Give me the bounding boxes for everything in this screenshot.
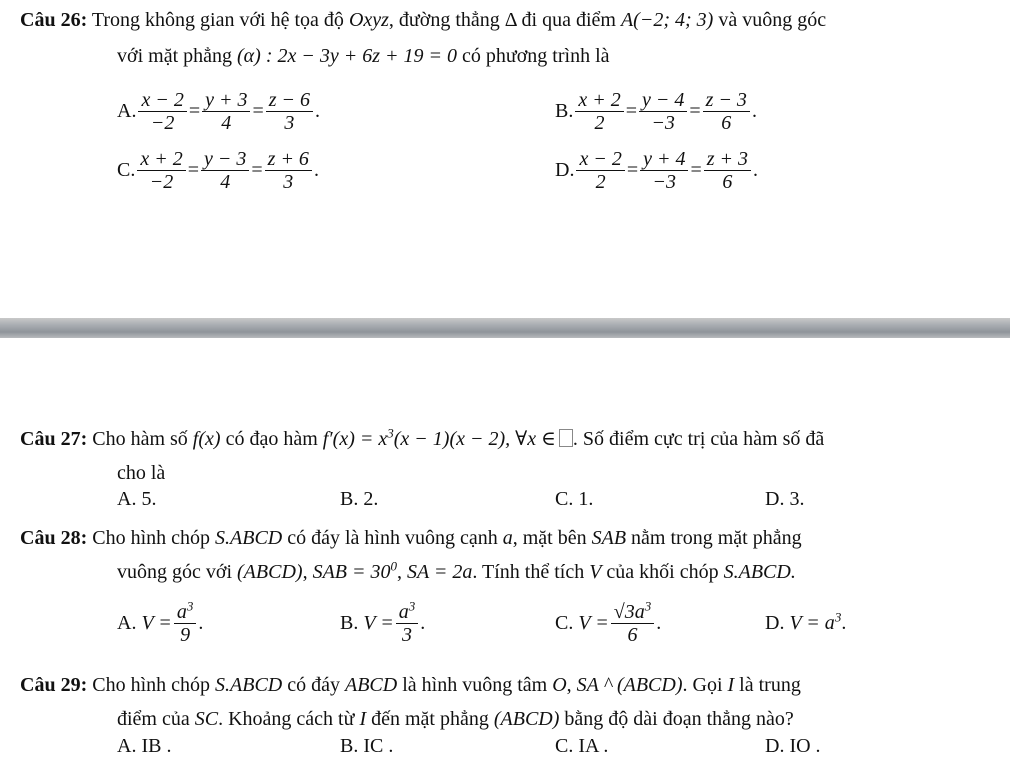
q28-text-d: nằm trong mặt phẳng: [631, 527, 802, 549]
q27-text-a: Cho hàm số: [92, 428, 188, 450]
q28-opt-c-pre: V =: [578, 611, 609, 634]
q29-pyr: S.ABCD: [215, 674, 283, 696]
q29-label: Câu 29:: [20, 674, 88, 696]
q26-plane: (α) : 2x − 3y + 6z + 19 = 0: [237, 45, 457, 67]
q28-option-c[interactable]: C. V = $\frac{√3a^3}{6}$ .: [555, 597, 662, 646]
q26-option-b[interactable]: B. $\frac{x + 2}{2}$ = $\frac{y - 4}{-3}$ = $\frac{z - 3}{6}$ .: [555, 88, 757, 134]
q27-line1: [20, 427, 824, 451]
q27-option-c[interactable]: C. 1.: [555, 488, 594, 510]
q26-opt-d-frac3: $\frac{z + 3}{6}$: [704, 148, 751, 193]
q29-text-d: ,: [566, 674, 572, 696]
q28-line2-b: . Tính thể tích: [472, 561, 585, 583]
q29-text-e: . Gọi: [682, 674, 723, 696]
q28-text-b: có đáy là hình vuông cạnh: [287, 527, 498, 549]
q26-opt-b-frac2: $\frac{y - 4}{-3}$: [639, 89, 687, 134]
q29-line2: [117, 707, 794, 731]
q27-option-a[interactable]: A. 5.: [117, 488, 157, 510]
q27-text-c: . Số điểm cực trị của hàm số đã: [572, 428, 825, 450]
q26-option-a[interactable]: A. $\frac{x - 2}{-2}$ = $\frac{y + 3}{4}$ = $\frac{z - 6}{3}$ .: [117, 88, 321, 134]
q28-opt-a-frac: $\frac{a^3}{9}$: [174, 601, 197, 646]
q28-text-c: , mặt bên: [512, 527, 587, 549]
q26-line2-b: có phương trình là: [462, 45, 610, 67]
q26-label: Câu 26:: [20, 9, 88, 31]
q29-text-f: là trung: [739, 674, 801, 696]
q29-i2: I: [359, 708, 367, 730]
q28-text-a: Cho hình chóp: [92, 527, 211, 549]
q28-opt-d-label: D.: [765, 611, 785, 634]
q29-line2-c: đến mặt phẳng: [371, 708, 489, 730]
q27-line2: cho là: [117, 462, 166, 484]
q27-label: Câu 27:: [20, 428, 88, 450]
q28-pyr2: S.ABCD.: [723, 561, 796, 583]
q29-option-b[interactable]: B. IC .: [340, 735, 394, 757]
q29-option-d[interactable]: D. IO .: [765, 735, 821, 757]
q26-opt-b-label: B.: [555, 99, 574, 122]
sqrt-icon: √: [613, 600, 625, 623]
q28-angle: SAB = $30^0$: [312, 558, 397, 583]
q26-opt-d-frac2: $\frac{y + 4}{-3}$: [640, 148, 688, 193]
q26-text-b: , đường thẳng Δ đi qua điểm: [388, 9, 616, 31]
q28-opt-a-label: A.: [117, 611, 137, 634]
q27-fx: f(x): [192, 428, 221, 450]
q29-line2-b: . Khoảng cách từ: [218, 708, 355, 730]
q27-text-b: có đạo hàm: [225, 428, 318, 450]
q28-option-a[interactable]: A. V = $\frac{a^3}{9}$ .: [117, 597, 204, 646]
q26-opt-a-frac2: $\frac{y + 3}{4}$: [202, 89, 250, 134]
q26-line1: [20, 8, 826, 32]
q28-opt-c-label: C.: [555, 611, 574, 634]
q28-opt-b-label: B.: [340, 611, 359, 634]
q29-perp: SA ^ (ABCD): [576, 674, 683, 696]
q28-label: Câu 28:: [20, 527, 88, 549]
q29-line1: [20, 673, 801, 697]
q29-sc: SC: [194, 708, 219, 730]
q27-option-b[interactable]: B. 2.: [340, 488, 379, 510]
q27-deriv: $f'(x) = x^3(x - 1)(x - 2)$, ∀x ∈: [322, 425, 556, 450]
q27-option-d[interactable]: D. 3.: [765, 488, 805, 510]
q28-line1: [20, 526, 802, 550]
q26-opt-b-frac1: $\frac{x + 2}{2}$: [575, 89, 623, 134]
q28-abcd: (ABCD): [237, 561, 303, 583]
q29-text-a: Cho hình chóp: [92, 674, 211, 696]
q26-point: A(−2; 4; 3): [620, 9, 714, 31]
q26-opt-c-label: C.: [117, 158, 136, 181]
q28-line2-a: vuông góc với: [117, 561, 233, 583]
q29-text-b: có đáy: [287, 674, 340, 696]
q28-opt-b-frac: $\frac{a^3}{3}$: [396, 601, 419, 646]
q28-line2: vuông góc với (ABCD), SAB = $30^0$, SA = 2a. Tính thể tích V của khối chóp S.ABCD.: [117, 558, 796, 583]
q29-o: O: [552, 674, 567, 696]
q26-line2: [117, 44, 610, 68]
q28-opt-b-pre: V =: [363, 611, 394, 634]
q26-opt-d-label: D.: [555, 158, 575, 181]
q28-v: V: [589, 561, 602, 583]
q28-line2-c: của khối chóp: [606, 561, 719, 583]
q29-text-c: là hình vuông tâm: [402, 674, 548, 696]
q28-sab: SAB: [591, 527, 627, 549]
q26-opt-d-frac1: $\frac{x - 2}{2}$: [576, 148, 624, 193]
q28-opt-c-frac: $\frac{√3a^3}{6}$: [611, 601, 654, 646]
q26-opt-a-frac3: $\frac{z - 6}{3}$: [266, 89, 313, 134]
q29-option-a[interactable]: A. IB .: [117, 735, 172, 757]
q26-opt-a-label: A.: [117, 99, 137, 122]
q29-i: I: [727, 674, 735, 696]
q26-text-c: và vuông góc: [718, 9, 827, 31]
q29-abcd2: (ABCD): [493, 708, 560, 730]
q26-opt-c-frac2: $\frac{y - 3}{4}$: [201, 148, 249, 193]
q29-option-c[interactable]: C. IA .: [555, 735, 609, 757]
q28-pyr: S.ABCD: [215, 527, 283, 549]
q28-sa: SA = 2a: [407, 561, 473, 583]
q26-opt-b-frac3: $\frac{z - 3}{6}$: [703, 89, 750, 134]
q26-sys: Oxyz: [348, 9, 389, 31]
q29-line2-d: bằng độ dài đoạn thẳng nào?: [564, 708, 794, 730]
q26-text-a: Trong không gian với hệ tọa độ: [91, 9, 344, 31]
q26-option-c[interactable]: C. $\frac{x + 2}{-2}$ = $\frac{y - 3}{4}$ = $\frac{z + 6}{3}$ .: [117, 147, 319, 193]
q29-abcd: ABCD: [345, 674, 398, 696]
page-divider: [0, 318, 1010, 338]
q28-opt-a-pre: V =: [141, 611, 172, 634]
q26-opt-a-frac1: $\frac{x - 2}{-2}$: [138, 89, 186, 134]
q29-line2-a: điểm của: [117, 708, 190, 730]
q28-opt-d-expr: $V = a^3$: [789, 608, 842, 634]
q26-opt-c-frac1: $\frac{x + 2}{-2}$: [137, 148, 185, 193]
q28-a: a: [502, 527, 513, 549]
q28-option-d[interactable]: D. $V = a^3$ .: [765, 608, 847, 634]
q26-option-d[interactable]: D. $\frac{x - 2}{2}$ = $\frac{y + 4}{-3}$ = $\frac{z + 3}{6}$ .: [555, 147, 759, 193]
q28-option-b[interactable]: B. V = $\frac{a^3}{3}$ .: [340, 597, 426, 646]
q26-opt-c-frac3: $\frac{z + 6}{3}$: [265, 148, 312, 193]
q26-line2-a: với mặt phẳng: [117, 45, 232, 67]
real-set-glyph-icon: [559, 429, 573, 447]
